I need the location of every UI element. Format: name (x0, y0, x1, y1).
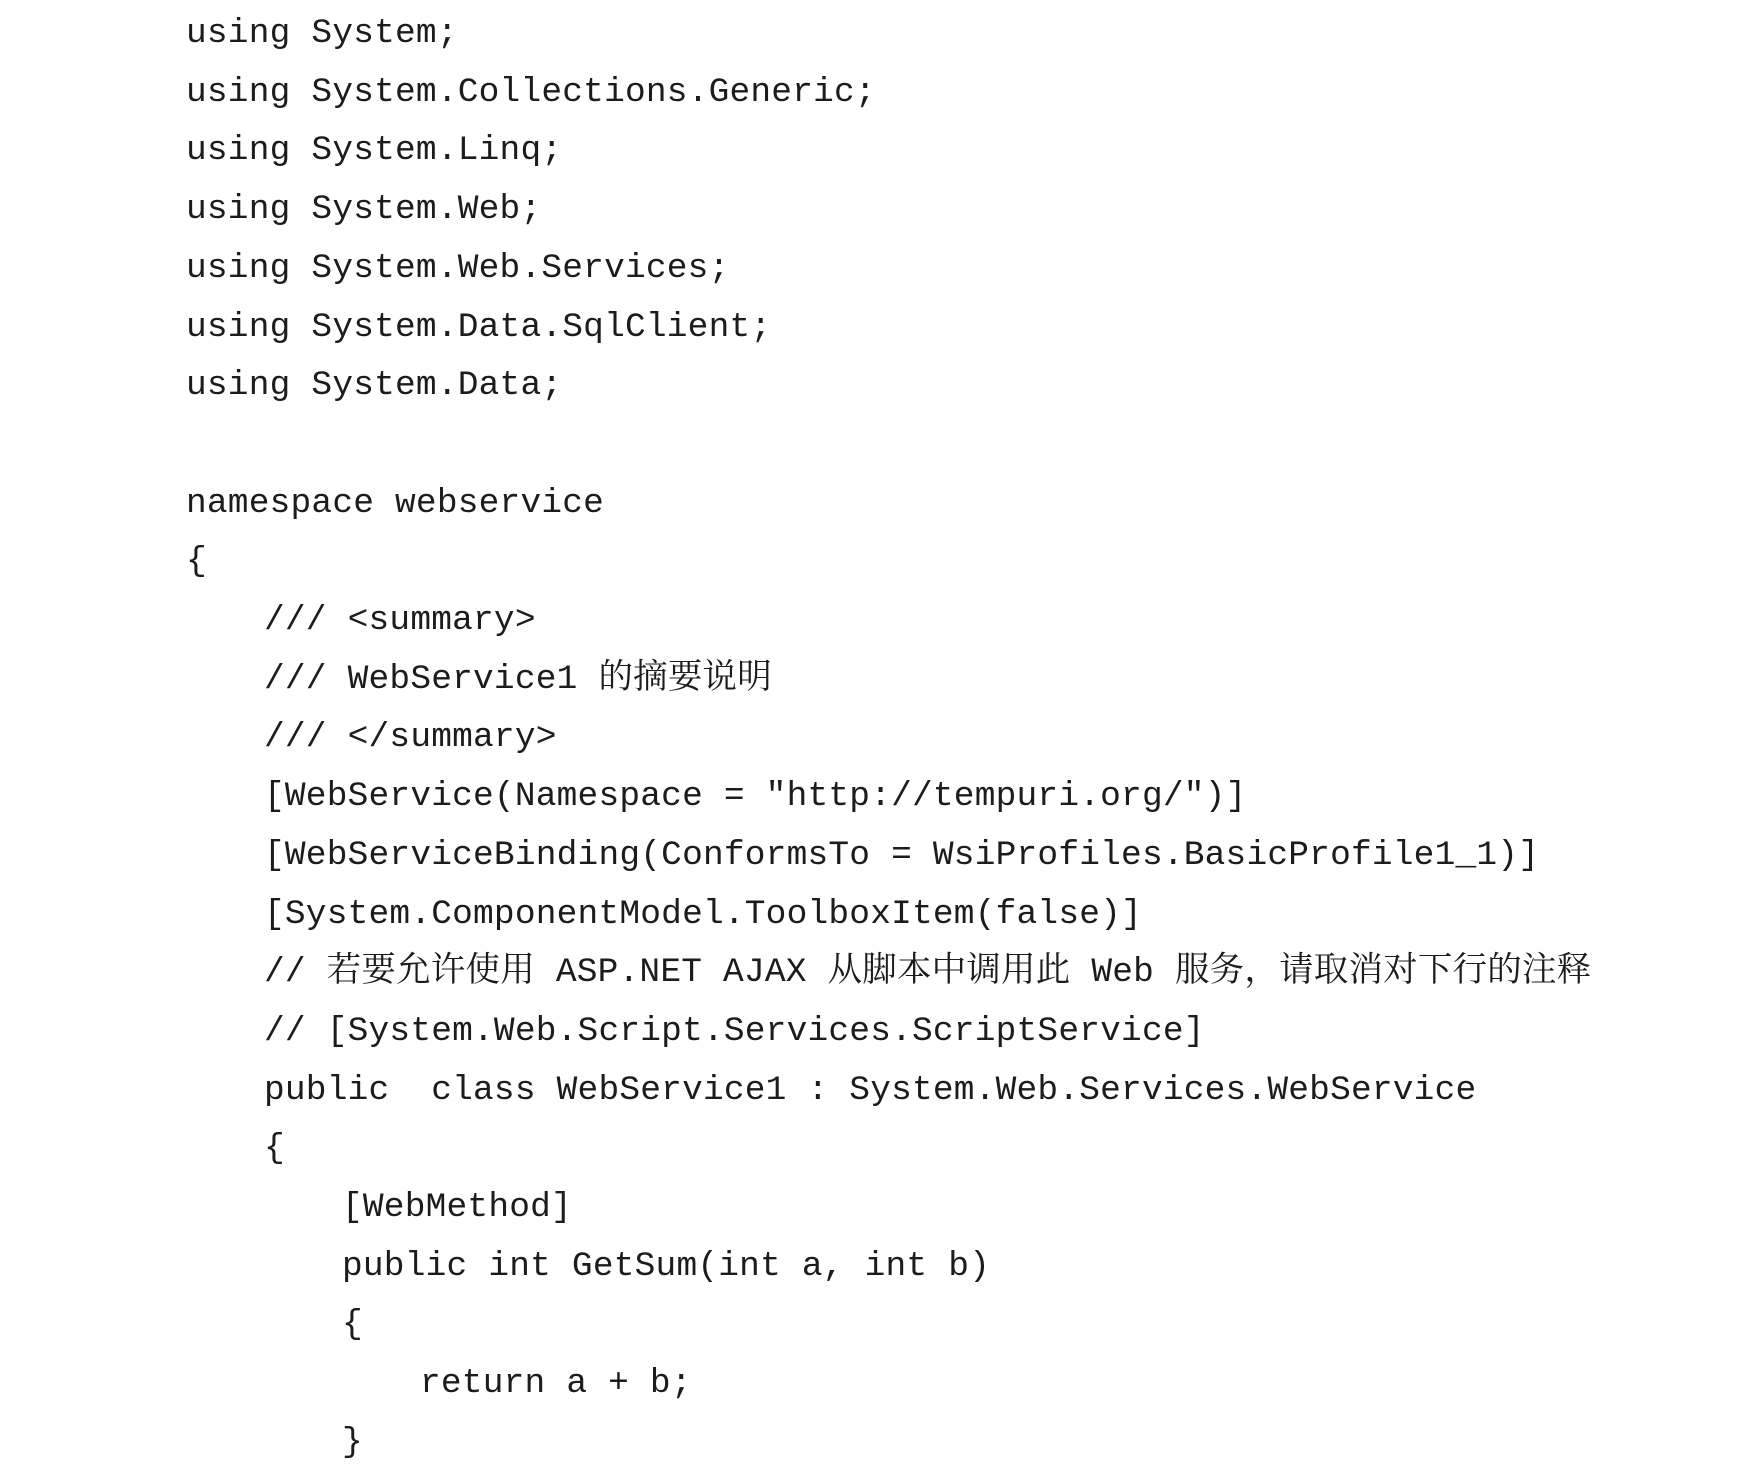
code-line: // [System.Web.Script.Services.ScriptService] (264, 1011, 1205, 1051)
code-line: public int GetSum(int a, int b) (342, 1246, 991, 1286)
code-line: { (186, 542, 207, 582)
code-line: using System; (186, 14, 458, 53)
code-line: public class WebService1 : System.Web.Services.WebService (264, 1070, 1477, 1110)
code-line: // 若要允许使用 ASP.NET AJAX 从脚本中调用此 Web 服务，请取消对下行的注释 (264, 953, 1592, 993)
code-line: } (342, 1422, 363, 1462)
code-line: { (342, 1305, 363, 1345)
code-line: [System.ComponentModel.ToolboxItem(false)] (264, 894, 1142, 934)
code-line: [WebMethod] (342, 1188, 572, 1227)
code-line: using System.Data.SqlClient; (186, 307, 772, 347)
code-line: [WebServiceBinding(ConformsTo = WsiProfiles.BasicProfile1_1)] (264, 835, 1540, 875)
code-line: { (264, 1129, 285, 1169)
code-line: /// WebService1 的摘要说明 (264, 659, 772, 699)
code-line: using System.Web; (186, 190, 542, 230)
code-line: using System.Web.Services; (186, 248, 730, 288)
code-line: [WebService(Namespace = "http://tempuri.org/")] (264, 777, 1247, 817)
code-line: using System.Linq; (186, 131, 563, 171)
code-line: using System.Collections.Generic; (186, 72, 876, 112)
code-line: using System.Data; (186, 366, 563, 406)
code-line: return a + b; (420, 1364, 692, 1404)
code-line: namespace webservice (186, 483, 605, 523)
code-line: /// <summary> (264, 601, 536, 640)
code-line: /// </summary> (264, 718, 557, 758)
